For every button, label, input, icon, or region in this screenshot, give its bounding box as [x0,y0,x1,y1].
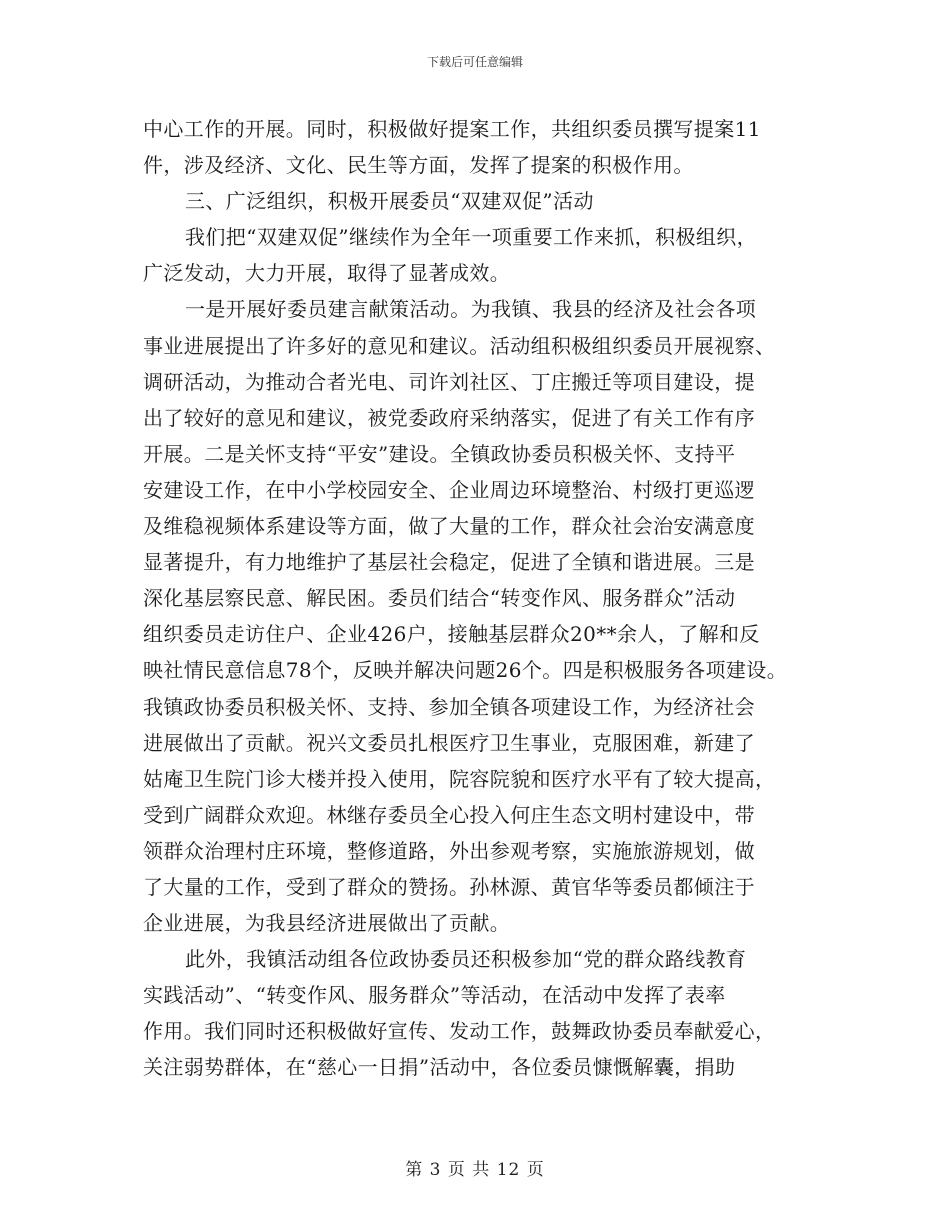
text-line: 组织委员走访住户、企业426户，接触基层群众20**余人，了解和反 [143,622,760,647]
text-line: 企业进展，为我县经济进展做出了贡献。 [143,911,511,936]
text-line: 及维稳视频体系建设等方面，做了大量的工作，群众社会治安满意度 [143,514,755,539]
text-line: 我镇政协委员积极关怀、支持、参加全镇各项建设工作，为经济社会 [143,694,755,719]
text-line: 姑庵卫生院门诊大楼并投入使用，院容院貌和医疗水平有了较大提高， [143,766,776,791]
text-line: 中心工作的开展。同时，积极做好提案工作，共组织委员撰写提案11 [143,117,761,141]
section-heading: 三、广泛组织，积极开展委员“双建双促”活动 [185,189,594,214]
text-line: 了大量的工作，受到了群众的赞扬。孙林源、黄官华等委员都倾注于 [143,874,755,899]
text-line: 映社情民意信息78个，反映并解决问题26个。四是积极服务各项建设。 [143,658,788,683]
text-line: 安建设工作，在中小学校园安全、企业周边环境整治、村级打更巡逻 [143,477,755,502]
text-line: 我们把“双建双促”继续作为全年一项重要工作来抓，积极组织， [185,225,758,250]
text-line: 进展做出了贡献。祝兴文委员扎根医疗卫生事业，克服困难，新建了 [143,730,755,755]
text-line: 出了较好的意见和建议，被党委政府采纳落实，促进了有关工作有序 [143,405,755,430]
body-text [143,111,811,1086]
page-number-footer: 第 3 页 共 12 页 [405,1160,545,1180]
text-line: 调研活动，为推动合者光电、司许刘社区、丁庄搬迁等项目建设，提 [143,369,755,394]
text-line: 广泛发动，大力开展，取得了显著成效。 [143,261,511,286]
header-note: 下载后可任意编辑 [426,55,523,69]
text-line: 受到广阔群众欢迎。林继存委员全心投入何庄生态文明村建设中，带 [143,802,755,827]
text-line: 实践活动”、“转变作风、服务群众”等活动，在活动中发挥了表率 [143,983,726,1008]
text-line: 作用。我们同时还积极做好宣传、发动工作，鼓舞政协委员奉献爱心， [143,1019,776,1044]
text-line: 事业进展提出了许多好的意见和建议。活动组积极组织委员开展视察、 [143,333,776,358]
text-line: 此外，我镇活动组各位政协委员还积极参加“党的群众路线教育 [185,947,747,972]
text-line: 一是开展好委员建言献策活动。为我镇、我县的经济及社会各项 [185,297,757,322]
text-line: 领群众治理村庄环境，整修道路，外出参观考察，实施旅游规划，做 [143,838,755,863]
text-line: 件，涉及经济、文化、民生等方面，发挥了提案的积极作用。 [143,153,694,178]
text-line: 深化基层察民意、解民困。委员们结合“转变作风、服务群众”活动 [143,586,736,611]
text-line: 开展。二是关怀支持“平安”建设。全镇政协委员积极关怀、支持平 [143,441,736,466]
text-line: 关注弱势群体，在“慈心一日捐”活动中，各位委员慷慨解囊，捐助 [143,1055,736,1080]
text-line: 显著提升，有力地维护了基层社会稳定，促进了全镇和谐进展。三是 [143,550,755,575]
